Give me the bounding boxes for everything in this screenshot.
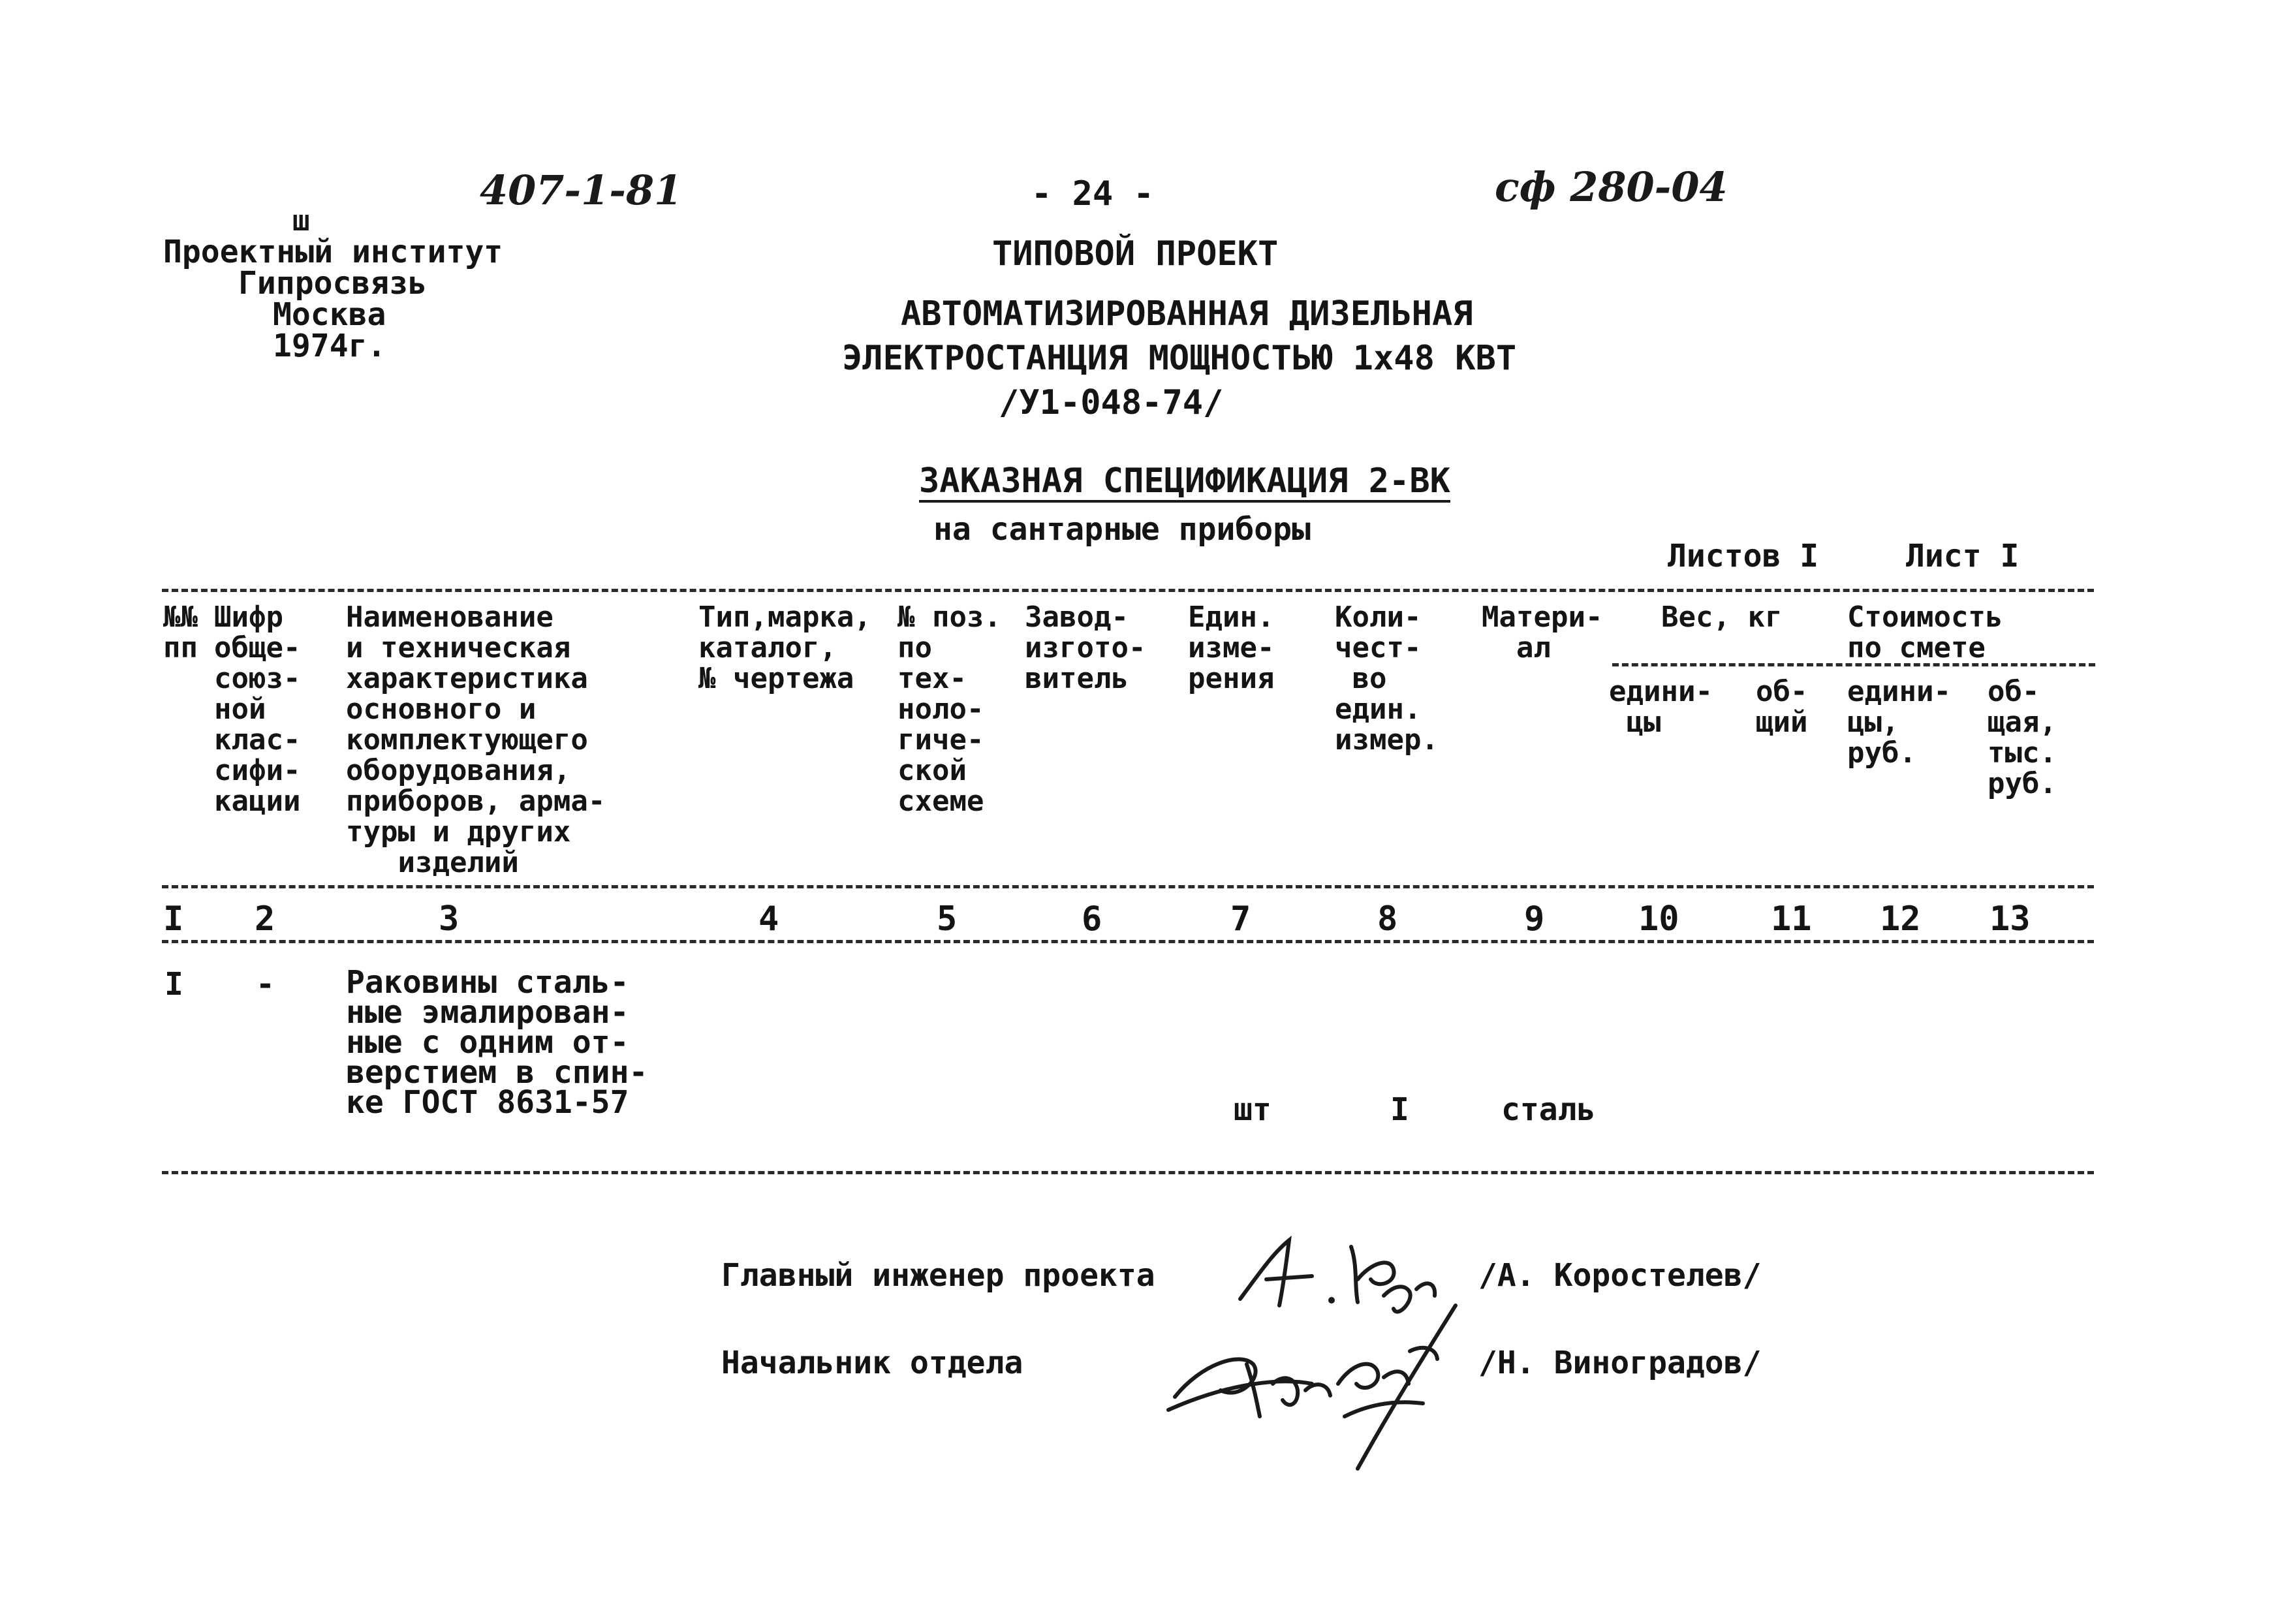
header-cost-unit: едини- цы, руб. — [1847, 675, 1951, 770]
header-material: Матери- ал — [1482, 601, 1603, 664]
col-number-1: I — [163, 899, 184, 939]
col-number-11: 11 — [1771, 899, 1812, 939]
sheet-number: Лист I — [1906, 538, 2020, 574]
header-bottom-rule — [162, 885, 2094, 888]
header-cost: Стоимость по смете — [1847, 601, 2003, 664]
department-head-label: Начальник отдела — [721, 1345, 1023, 1381]
header-type-mark: Тип,марка, каталог, № чертежа — [698, 601, 871, 695]
header-item-name: Наименование и техническая характеристика основного и комплектующего оборудования, приборов, арма- туры и других изделий — [346, 601, 606, 879]
col-number-3: 3 — [439, 899, 460, 939]
header-weight: Вес, кг — [1661, 601, 1783, 634]
chief-engineer-label: Главный инженер проекта — [721, 1257, 1155, 1294]
row-unit: шт — [1234, 1091, 1271, 1128]
table-top-rule — [162, 589, 2094, 592]
spec-title: ЗАКАЗНАЯ СПЕЦИФИКАЦИЯ 2-ВК — [919, 462, 1450, 503]
handwritten-sheet-code: сф 280-04 — [1495, 163, 1728, 211]
col-number-10: 10 — [1638, 899, 1679, 939]
subheader-rule — [1612, 663, 2095, 666]
col-number-12: 12 — [1880, 899, 1921, 939]
header-classification-code: Шифр обще- союз- ной клас- сифи- кации — [214, 601, 301, 818]
row-number: I — [164, 966, 183, 1003]
spec-subtitle: на сантарные приборы — [933, 511, 1311, 548]
project-title-line1: АВТОМАТИЗИРОВАННАЯ ДИЗЕЛЬНАЯ — [901, 294, 1473, 334]
table-bottom-rule — [162, 1171, 2094, 1174]
row-quantity: I — [1390, 1091, 1409, 1128]
header-manufacturer: Завод- изгото- витель — [1025, 601, 1146, 695]
col-number-8: 8 — [1377, 899, 1398, 939]
header-cost-total: об- щая, тыс. руб. — [1988, 675, 2057, 800]
header-unit: Един. изме- рения — [1188, 601, 1275, 695]
col-number-2: 2 — [255, 899, 275, 939]
handwritten-doc-number: 407-1-81 — [480, 166, 683, 214]
project-title-line2: ЭЛЕКТРОСТАНЦИЯ МОЩНОСТЬЮ 1х48 КВТ — [842, 339, 1517, 378]
institute-name: Проектный институт — [163, 234, 503, 270]
chief-engineer-name: /А. Коростелев/ — [1478, 1257, 1762, 1294]
row-item-name: Раковины сталь- ные эмалирован- ные с одним от- верстием в спин- ке ГОСТ 8631-57 — [346, 964, 648, 1121]
header-position: № поз. по тех- ноло- гиче- ской схеме — [897, 601, 1001, 818]
col-number-5: 5 — [937, 899, 958, 939]
header-quantity: Коли- чест- во един. измер. — [1335, 601, 1439, 757]
col-number-7: 7 — [1230, 899, 1251, 939]
department-head-name: /Н. Виноградов/ — [1478, 1345, 1762, 1381]
small-mark: ш — [292, 204, 310, 238]
row-material: сталь — [1501, 1091, 1596, 1128]
col-number-9: 9 — [1524, 899, 1545, 939]
col-numbers-rule — [162, 940, 2094, 943]
institute-org: Гипросвязь — [238, 265, 427, 302]
sheets-count: Листов I — [1668, 538, 1819, 574]
col-number-4: 4 — [758, 899, 779, 939]
department-head-signature — [1149, 1286, 1488, 1475]
header-row-number: №№ пп — [163, 601, 198, 664]
header-weight-total: об- щий — [1756, 675, 1808, 739]
project-type: ТИПОВОЙ ПРОЕКТ — [992, 234, 1279, 273]
header-weight-unit: едини- цы — [1609, 675, 1713, 739]
page-number: - 24 - — [1031, 174, 1154, 213]
col-number-6: 6 — [1082, 899, 1102, 939]
institute-city: Москва — [273, 296, 386, 333]
col-number-13: 13 — [1989, 899, 2031, 939]
project-code: /У1-048-74/ — [999, 383, 1224, 422]
institute-year: 1974г. — [273, 328, 386, 364]
row-classification-code: - — [256, 966, 275, 1003]
